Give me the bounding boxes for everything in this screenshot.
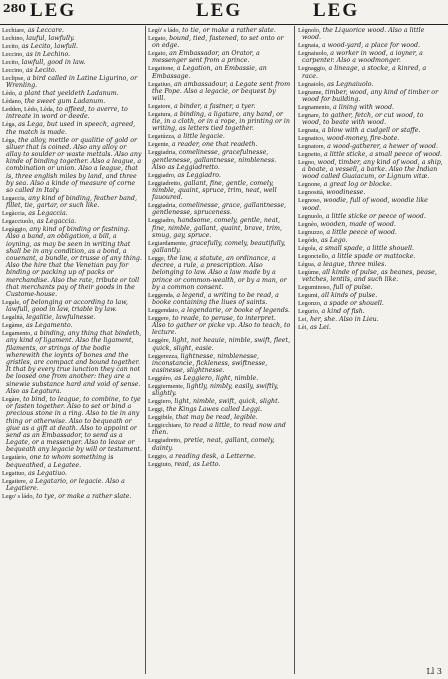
entry-definition: as Lei. (307, 323, 331, 331)
entry-definition: to tye, or make a rather slate. (34, 492, 132, 500)
entry-definition: of belonging or according to law, lawfull, good in law, triable by law. (6, 299, 128, 314)
dictionary-entry (148, 81, 291, 103)
entry-headword: Lèdo, (2, 90, 17, 98)
entry-headword: Lego' s ládo, (2, 492, 35, 500)
dictionary-entry (2, 27, 142, 34)
dictionary-entry (148, 141, 291, 148)
dictionary-entry (298, 104, 444, 111)
entry-headword: Legnetto, (298, 151, 322, 159)
entry-headword: Legumi, (298, 291, 320, 299)
entry-headword: Legnaggio, (298, 65, 327, 73)
dictionary-entry (2, 35, 142, 42)
entry-definition: timber, wood, any kind of timber or wood for building. (302, 88, 439, 103)
dictionary-entry (148, 27, 291, 34)
page-number: 280 (3, 2, 26, 15)
entry-definition: as Legaccia. (26, 210, 68, 218)
dictionary-entry (148, 50, 291, 64)
dictionary-entry (298, 292, 444, 299)
dictionary-entry (148, 240, 291, 254)
entry-headword: Legente, (148, 141, 170, 149)
entry-headword: Legnare, (298, 111, 321, 119)
entry-headword: Leggiuto, (148, 460, 173, 468)
entry-definition: a spade or shouell. (321, 299, 384, 307)
entry-headword: Leggiadro, (148, 217, 176, 225)
dictionary-entry (298, 324, 444, 331)
dictionary-entry (298, 308, 444, 315)
dictionary-entry (148, 422, 291, 436)
dictionary-entry (2, 396, 142, 454)
entry-headword: Legàggio, (2, 226, 28, 234)
entry-definition: lauful, lawfully. (24, 35, 75, 42)
entry-definition: light, nimble, swift, quick, slight. (172, 398, 280, 406)
entry-headword: Lègua, (298, 260, 316, 268)
entry-definition: a little spade or mattocke. (329, 252, 416, 260)
dictionary-entry (298, 127, 444, 134)
dictionary-entry (2, 98, 142, 105)
dictionary-entry (148, 292, 291, 306)
dictionary-entry (298, 181, 444, 188)
entry-definition: gracefully, comely, beautifully, gallantly. (152, 239, 286, 255)
entry-definition: a league, three miles. (315, 260, 387, 268)
entry-headword: Leggiéro, (148, 375, 173, 383)
entry-headword: Ledden, Lèdo, Lèda, (2, 106, 55, 114)
entry-headword: Legonzo, (298, 299, 322, 307)
dictionary-entry (2, 106, 142, 120)
entry-headword: Leguminoso, (298, 283, 332, 291)
entry-definition: an ambassadour, a Legate sent from the Pope. Also a legacie, or bequest by will. (152, 80, 291, 103)
entry-headword: Legnuzzo, (298, 228, 325, 236)
entry-definition: any kind of binding, feather band, fillet, tie, gartar, or such like. (6, 195, 137, 210)
entry-headword: Lègola, (298, 244, 318, 252)
entry-definition: wooden, made of wood. (318, 220, 396, 228)
entry-headword: Legnosità, (298, 189, 325, 197)
entry-headword: Leggère, (148, 337, 171, 345)
dictionary-entry (2, 121, 142, 135)
entry-headword: Legatàrio, (2, 454, 28, 462)
entry-headword: Legacciuolo, (2, 218, 35, 226)
dictionary-entry (2, 493, 142, 500)
entry-definition: a reading desk, a Letterne. (167, 452, 256, 460)
entry-definition: a binder, a fastner, a tyer. (171, 103, 256, 111)
entry-definition: the Kings Lawes called Leggi. (164, 406, 262, 414)
entry-headword: Legnone, (298, 181, 322, 189)
dictionary-entry (298, 316, 444, 323)
dictionary-entry (298, 65, 444, 79)
entry-headword: Legatiuo, (2, 469, 26, 477)
entry-headword: Leccino, (2, 51, 24, 58)
dictionary-entry (2, 226, 142, 298)
entry-headword: Leggio, (148, 452, 168, 460)
entry-definition: lightly, nimbly, easily, swiftly, slightly. (152, 383, 279, 398)
dictionary-entry (2, 330, 142, 395)
entry-definition: as Lecito. (23, 67, 57, 74)
dictionary-entry (2, 137, 142, 195)
dictionary-entry (298, 143, 444, 150)
entry-definition: woodinesse. (324, 189, 366, 197)
entry-headword: Legno, (298, 159, 316, 167)
entry-headword: Leggiadretto, (148, 179, 182, 187)
running-head-left: LEG (30, 0, 77, 21)
entry-definition: any kind of binding or fastning. Also a band, an obligation, a bill, a ioyning, as may be seen in writing that shall be in any condition, as a bond, a couenant, a bundle, or trusse of any thing. Also the hire that the Venetian pay for binding or packing up of packs or merchandise. Also the rate, tribute or toll that merchants pay of their goods in the Custome-house. (6, 226, 142, 299)
entry-headword: Leggenda, (148, 291, 175, 299)
entry-definition: woodie, full of wood, woodie like wood. (302, 197, 428, 212)
dictionary-entry (148, 255, 291, 291)
dictionary-entry (298, 245, 444, 252)
entry-definition: to reade, to peruse, to interpret. Also to gather or picke vp. Also to teach, to lecture. (152, 315, 291, 337)
entry-headword: Legnatore, (298, 143, 326, 151)
entry-headword: Legge, (148, 255, 166, 263)
entry-headword: Legurio, (298, 307, 320, 315)
entry-definition: to read a little, to read now and then. (152, 422, 286, 437)
entry-definition: comelinesse, gracefulnesse, gentlenesse, gallantnesse, nimbleness. Also as Leggiadretto. (152, 149, 277, 171)
dictionary-entry (148, 437, 291, 451)
entry-headword: Leclipse, (2, 75, 25, 82)
dictionary-entry (148, 202, 291, 216)
entry-definition: as Legnaiuolo. (325, 80, 374, 88)
dictionary-entry (148, 65, 291, 79)
entry-definition: pretie, neat, gallant, comely, dainty. (152, 437, 275, 452)
entry-definition: a reader, one that readeth. (169, 141, 258, 149)
entry-headword: Legale, (2, 299, 21, 307)
dictionary-entry (148, 414, 291, 421)
entry-headword: Legiardamente, (148, 239, 188, 247)
entry-definition: one to whom something is bequeathed, a Legatee. (6, 454, 114, 469)
column-divider (294, 26, 295, 674)
entry-definition: to affeed, to averre, to intreate in word or deede. (6, 106, 128, 121)
dictionary-entry (2, 218, 142, 225)
entry-headword: Lèdano, (2, 98, 23, 106)
entry-headword: Legnatico, (298, 135, 325, 143)
dictionary-entry (298, 151, 444, 158)
entry-definition: a lineage, a stocke, a kinred, a race. (302, 65, 427, 80)
dictionary-entry (148, 383, 291, 397)
dictionary-entry (298, 269, 444, 283)
dictionary-entry (148, 103, 291, 110)
entry-headword: Leggiero, (148, 398, 173, 406)
entry-headword: Lèga, (2, 121, 17, 129)
dictionary-entry (298, 50, 444, 64)
header-rule (0, 24, 448, 25)
entry-headword: Legnaiuolo, (298, 50, 329, 58)
entry-headword: Legnuolo, (298, 212, 324, 220)
entry-definition: handsome, comely, gentle, neat, fine, nimble, gallant, quaint, brave, trim, smug, gay, spruce. (152, 217, 283, 239)
dictionary-entry (148, 406, 291, 413)
dictionary-entry (148, 217, 291, 239)
column-divider (145, 26, 146, 674)
entry-headword: Legato, (148, 35, 168, 42)
entry-definition: a binding, any thing that bindeth, any kind of ligament. Also the ligament, filaments, or strings of the bodie wherewith the ioynts of bones and the gristles, are compact and bound together. It that by every true iunction they can not be loosed one from another: they are a sinewie substance hard and void of sense. Also as Legatura. (6, 330, 142, 395)
entry-definition: as Legaccia. (34, 218, 77, 226)
signature-mark: Ll 3 (426, 667, 442, 676)
entry-definition: as Legatiuo. (25, 469, 67, 477)
entry-definition: to tie, or make a rather slate. (180, 27, 276, 34)
dictionary-entry (148, 453, 291, 460)
dictionary-entry (298, 213, 444, 220)
entry-headword: Leggiadro, (148, 171, 176, 179)
dictionary-entry (298, 300, 444, 307)
dictionary-entry (298, 197, 444, 211)
column-right (298, 27, 444, 677)
entry-headword: Leggi, (148, 406, 165, 414)
dictionary-entry (2, 59, 142, 66)
entry-definition: comelinesse, grace, gallantnesse, gentlenesse, spruceness. (152, 202, 287, 217)
entry-definition: as Lega, but used in speech, agreed, the match is made. (6, 121, 136, 136)
entry-headword: Leggiadria, (148, 149, 177, 157)
entry-definition: the Liquorice wood. Also a little wood. (302, 27, 425, 42)
entry-headword: Legatore, (148, 103, 172, 111)
entry-headword: Legnata, (298, 127, 320, 135)
entry-definition: read, as Letto. (172, 460, 221, 468)
entry-definition: an Embassador, an Orator, a messenger sent from a prince. (152, 50, 260, 65)
entry-headword: Legamento, (2, 330, 32, 338)
dictionary-entry (2, 210, 142, 217)
column-middle (148, 27, 291, 677)
entry-headword: Leggibile, (148, 414, 174, 422)
entry-definition: wood, timber, any kind of wood, a ship, a boate, a vessell, a barke. Also the Indian wood called Guaiacum, or Lignum vitæ. (302, 159, 443, 181)
entry-headword: Lèi, (298, 323, 308, 331)
entry-headword: Legname, (298, 88, 323, 96)
entry-definition: as Leccare. (25, 27, 65, 34)
entry-definition: a Legatario, or legacie. Also a Legatiere. (6, 477, 125, 492)
entry-definition: light, not heauie, nimble, swift, fleet, quick, slight, easie. (152, 337, 291, 352)
entry-definition: a worker in wood, a ioyner, a carpenter. Also a woodmonger. (302, 50, 423, 65)
entry-definition: as Lecito, lawfull. (19, 43, 79, 50)
entry-definition: wood-money, fire-bote. (324, 135, 400, 143)
entry-definition: a plant that yeeldeth Ladanum. (16, 90, 119, 98)
entry-definition: a little sticke or peece of wood. (323, 212, 426, 220)
entry-definition: a small spade, a little shouell. (317, 244, 415, 252)
entry-definition: a little sticke, a small peece of wood. (321, 151, 443, 159)
dictionary-entry (2, 454, 142, 468)
entry-headword: Legalità, (2, 314, 25, 322)
entry-definition: as Leggiero, light, nimble. (172, 375, 259, 383)
entry-definition: as Leggiadro. (175, 171, 221, 179)
entry-definition: the law, a statute, an ordinance, a decree, a rule, a prescription. Also belonging to law. Also a law made by a prince or common-wealth, or by a man, or by a common consent. (152, 255, 287, 291)
entry-headword: Legnamento, (298, 103, 332, 111)
entry-headword: Legàme, (2, 322, 24, 330)
dictionary-entry (298, 237, 444, 244)
dictionary-entry (298, 42, 444, 49)
entry-definition: the alloy, mettle or qualitie of gold or siluer that is coined. Also any alloy or allay to soulder or waste mettals. Also any kinde of binding together. Also a league, a combination or union. Also a league, that is, three english miles by land, and three by sea. Also a kinde of measure of corne so called in Italy. (6, 136, 142, 195)
dictionary-entry (2, 90, 142, 97)
dictionary-entry (298, 159, 444, 181)
dictionary-entry (148, 307, 291, 314)
entry-definition: as Legamento. (23, 322, 73, 330)
entry-headword: Legnèo, (298, 220, 319, 228)
entry-headword: Legnaiolo, (298, 80, 326, 88)
dictionary-entry (148, 133, 291, 140)
dictionary-entry (148, 461, 291, 468)
dictionary-entry (2, 314, 142, 321)
entry-headword: Lechiare, (2, 27, 26, 34)
dictionary-entry (148, 35, 291, 49)
entry-headword: Leccino, (2, 67, 24, 74)
entry-definition: full of pulse. (331, 283, 373, 291)
dictionary-entry (298, 229, 444, 236)
running-head-center: LEG (196, 0, 243, 21)
dictionary-entry (2, 478, 142, 492)
entry-definition: all kinde of pulse, as beanes, pease, vetches, lentils, and such like. (302, 268, 437, 283)
dictionary-entry (2, 299, 142, 313)
dictionary-entry (148, 149, 291, 171)
entry-headword: Leggiadretto, (148, 437, 182, 445)
entry-headword: Lechino, (2, 35, 25, 42)
entry-headword: Legnoso, (298, 197, 322, 205)
dictionary-entry (2, 470, 142, 477)
entry-headword: Leggiermente, (148, 383, 185, 391)
dictionary-entry (2, 322, 142, 329)
entry-definition: as in Lechino. (23, 51, 71, 58)
dictionary-entry (298, 89, 444, 103)
dictionary-entry (298, 112, 444, 126)
entry-headword: Legò' s ládo, (148, 27, 181, 34)
entry-definition: lawfull, good in law. (19, 59, 86, 66)
entry-headword: Leggicchiare, (148, 422, 183, 430)
entry-definition: a binding, a ligature, any band, or tie, in a cloth, or in a rope, in printing or in writing, as letters tied together. (152, 111, 290, 133)
dictionary-entry (298, 261, 444, 268)
entry-headword: Legatura, (148, 111, 172, 119)
entry-definition: the sweet gum Ladanum. (22, 98, 106, 106)
entry-definition: a legend, a writing to be read, a booke containing the liues of saints. (152, 291, 279, 307)
entry-definition: a great log or blocke. (321, 181, 392, 189)
dictionary-entry (298, 221, 444, 228)
dictionary-entry (148, 172, 291, 179)
dictionary-entry (298, 81, 444, 88)
dictionary-entry (148, 353, 291, 375)
entry-definition: her, she. Also in Lieu. (307, 315, 379, 323)
entry-headword: Legatúzza, (148, 133, 176, 141)
entry-definition: gallant, fine, gentle, comely, nimble, quaint, spruce, trim, neat, well fauoured. (152, 179, 277, 202)
entry-definition: a blow with a cudgell or staffe. (319, 127, 421, 135)
entry-definition: bound, tied, fastened, to set onto or on edge. (152, 35, 284, 50)
running-head-right: LEG (313, 0, 360, 21)
entry-definition: a Legation, an Embassie, an Embassage. (152, 65, 267, 80)
entry-definition: a bird called in Latine Ligurino, or Wrenling. (6, 75, 138, 90)
dictionary-entry (2, 67, 142, 74)
column-left (2, 27, 142, 677)
dictionary-entry (298, 27, 444, 41)
entry-definition: as Lego. (318, 236, 348, 244)
entry-headword: Lègnolo, (298, 27, 321, 34)
entry-headword: Legatione, (148, 65, 175, 73)
entry-definition: lightnesse, nimblenesse, inconstancie, fickleness, swiftnesse, easinesse, slightnesse. (152, 352, 268, 375)
entry-headword: Leggendaio, (148, 307, 180, 315)
entry-headword: Legatiuo, (148, 80, 172, 88)
entry-definition: to gather, fetch, or cut wood, to wood, to beate with wood. (302, 111, 424, 127)
dictionary-entry (148, 375, 291, 382)
entry-headword: Legonciello, (298, 252, 330, 260)
entry-headword: Legatiere, (2, 477, 28, 485)
entry-headword: Leggiadria, (148, 202, 177, 210)
dictionary-entry (2, 195, 142, 209)
dictionary-entry (2, 75, 142, 89)
entry-headword: Lei, (298, 315, 308, 323)
entry-definition: that may be read, legible. (173, 414, 258, 422)
entry-headword: Legàccia, (2, 210, 27, 218)
entry-definition: a little legacie. (175, 133, 225, 141)
entry-headword: Legaccia, (2, 195, 27, 203)
entry-headword: Lèga, (2, 136, 17, 144)
dictionary-entry (148, 180, 291, 202)
entry-headword: Leggerezza, (148, 352, 179, 360)
entry-headword: Legàre, (2, 395, 22, 403)
dictionary-entry (2, 51, 142, 58)
entry-definition: a wood-yard, a place for wood. (319, 42, 421, 50)
entry-headword: Lecito, (2, 43, 20, 50)
entry-definition: a kind of fish. (319, 307, 365, 315)
entry-definition: a lining with wood. (331, 103, 394, 111)
dictionary-entry (148, 111, 291, 133)
dictionary-entry (148, 337, 291, 351)
entry-headword: Legùme, (298, 268, 321, 276)
entry-headword: Legato, (148, 50, 168, 58)
entry-headword: Legódo, (298, 236, 319, 244)
entry-definition: a little peece of wood. (324, 228, 397, 236)
entry-headword: Leggere, (148, 315, 171, 323)
dictionary-entry (298, 189, 444, 196)
entry-definition: to bind, to league, to combine, to tye or fasten together. Also to set or bind a precious stone in a ring. Also to tie in any thing or otherwise. Also to bequeath or giue as a gift at death. Also to appoint or send as an Embassador, to send as a Legate, or a messenger. Also to leaue or bequeath any legacie by will or testament. (6, 395, 142, 454)
entry-definition: a wood-gatherer, a hewer of wood. (325, 143, 438, 151)
dictionary-entry (2, 43, 142, 50)
dictionary-entry (148, 315, 291, 337)
dictionary-entry (148, 398, 291, 405)
dictionary-entry (298, 284, 444, 291)
entry-headword: Legnaia, (298, 42, 320, 50)
entry-definition: a legendarie, or booke of legends. (179, 307, 291, 315)
entry-definition: all kinds of pulse. (319, 291, 378, 299)
entry-headword: Lecito, (2, 59, 20, 66)
entry-definition: legalitie, lawfulnesse. (24, 314, 96, 322)
dictionary-entry (298, 253, 444, 260)
dictionary-entry (298, 135, 444, 142)
